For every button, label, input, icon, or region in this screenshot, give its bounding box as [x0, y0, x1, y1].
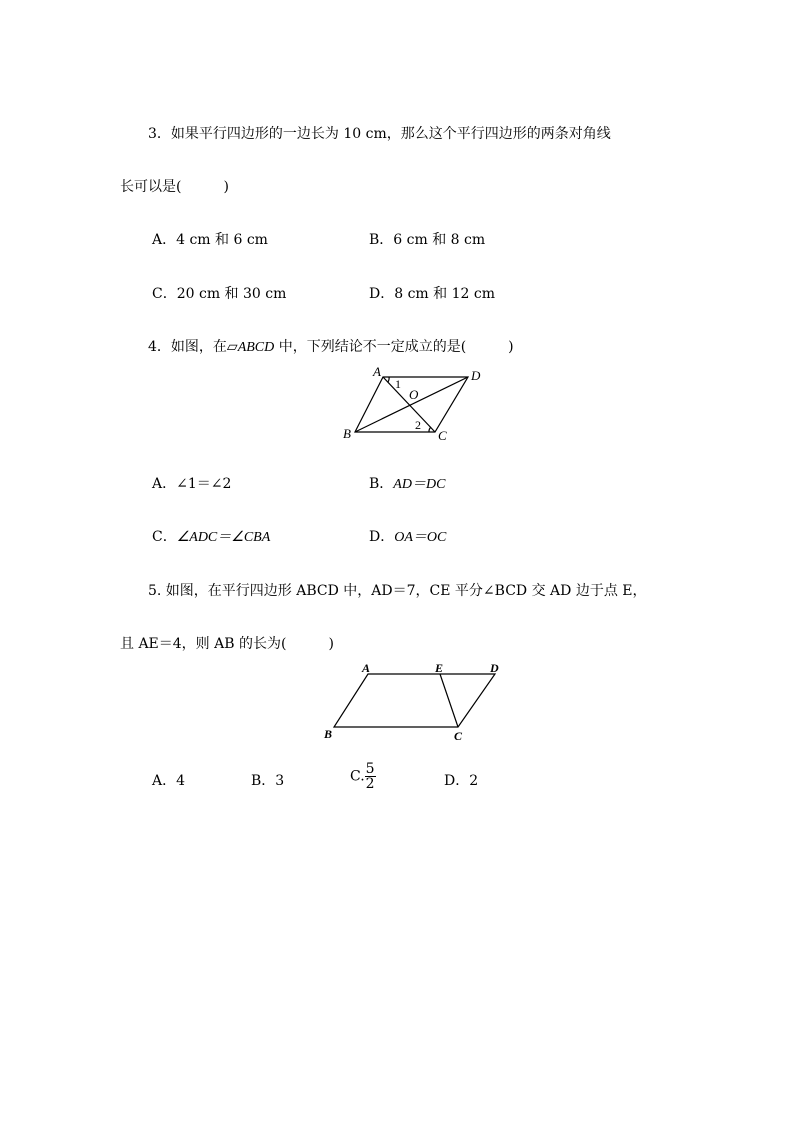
- angle-2-arc: [429, 427, 431, 432]
- parallelogram-symbol: ▱: [226, 339, 238, 355]
- q5-option-a: A．4: [152, 773, 186, 789]
- parallelogram-abcd: [334, 674, 495, 727]
- q3-stem-line1: 3．如果平行四边形的一边长为 10 cm，那么这个平行四边形的两条对角线: [148, 126, 611, 142]
- q4-figure-name: ABCD: [237, 340, 275, 355]
- q4-option-c: C．∠ADC＝∠CBA: [152, 529, 271, 545]
- q4-stem-prefix: 4．如图，在: [148, 339, 227, 355]
- q5-label-a: A: [362, 661, 371, 675]
- q3-option-d: D．8 cm 和 12 cm: [369, 286, 495, 302]
- q4-option-d: D．OA＝OC: [369, 529, 447, 545]
- q4-option-b: B．AD＝DC: [369, 476, 446, 492]
- q3-stem-line2: 长可以是( ): [120, 179, 229, 195]
- q5-parallelogram-figure: [318, 658, 514, 744]
- fraction-five-halves: $\frac{5}{2}$: [365, 761, 375, 792]
- q4-stem: [148, 338, 514, 357]
- q5-label-b: B: [324, 727, 333, 741]
- q4-label-a: A: [373, 364, 381, 379]
- q5-option-b: B．3: [251, 773, 285, 789]
- q5-label-d: D: [490, 661, 499, 675]
- q4-label-b: B: [343, 426, 351, 441]
- q4-angle-2-label: 2: [415, 418, 421, 432]
- q5-label-c: C: [454, 729, 463, 743]
- q4-option-a: A．∠1＝∠2: [152, 476, 232, 492]
- segment-ce: [440, 674, 458, 727]
- q3-option-c: C．20 cm 和 30 cm: [152, 286, 287, 302]
- q5-option-c: C. $\frac{5}{2}$: [350, 761, 375, 792]
- q5-label-e: E: [435, 661, 444, 675]
- q5-stem-line1: 5. 如图，在平行四边形 ABCD 中，AD＝7，CE 平分∠BCD 交 AD 边于点 E，: [148, 583, 647, 599]
- q4-parallelogram-figure: [338, 362, 488, 448]
- q4-label-o: O: [409, 387, 419, 402]
- q4-stem-suffix: 中，下列结论不一定成立的是( ): [274, 339, 514, 355]
- q4-angle-1-label: 1: [395, 377, 401, 391]
- q3-option-b: B．6 cm 和 8 cm: [369, 232, 486, 248]
- diagonal-ac: [383, 377, 435, 432]
- angle-1-arc: [388, 377, 389, 382]
- q4-label-c: C: [438, 428, 447, 443]
- q5-stem-line2: 且 AE＝4，则 AB 的长为( ): [120, 636, 334, 652]
- q4-label-d: D: [471, 368, 481, 383]
- q5-option-d: D．2: [444, 773, 479, 789]
- q3-option-a: A．4 cm 和 6 cm: [152, 232, 268, 248]
